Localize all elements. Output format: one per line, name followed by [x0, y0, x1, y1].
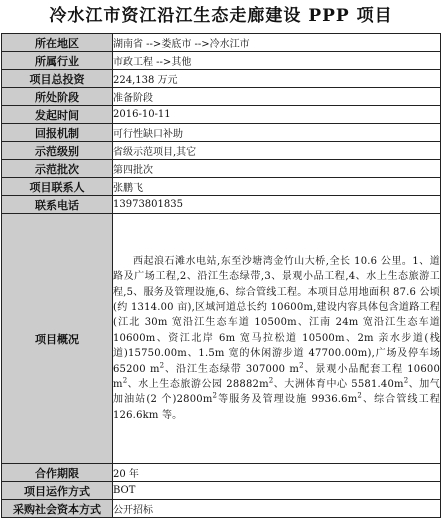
value-launch-time: 2016-10-11: [113, 106, 441, 124]
value-industry: 市政工程 -->其他: [113, 52, 441, 70]
row-return-mechanism: [2, 124, 441, 142]
row-overview: [2, 214, 441, 464]
row-region: [2, 34, 441, 52]
overview-text-5: 、水上生态旅游公园 28882m: [127, 379, 269, 391]
overview-text-2: 1、道路及广场工程,2、沿江生态绿带,3、景观小品工程,4、水上生态旅游工程,5、服务及管理设施,6、综合管线工程。本项目总用地面积 87.6 公顷(约 1314.00 亩),区域河道总长约 10600m,建设内容具体包含道路工程(江北 30m 宽沿江生态车道 10500m、江南 24m 宽沿江生态车道 10600m、资江北岸 6m 宽马拉松道 10500m、2m 亲水步道(栈道)15750.00m、1.5m 宽的休闲游步道 47700.00m),广场及停车场 65200 m: [113, 255, 440, 375]
overview-text-7: 、加气加油站(2 个)2800m: [113, 379, 440, 406]
overview-text-8: 等服务及管理设施 9936.6m: [217, 394, 358, 406]
value-stage: 准备阶段: [113, 88, 441, 106]
row-procurement-method: [2, 500, 441, 518]
label-cooperation-period: 合作期限: [2, 464, 113, 482]
label-demo-level: 示范级别: [2, 142, 113, 160]
label-stage: 所处阶段: [2, 88, 113, 106]
overview-text-1: 西起浪石滩水电站,东至沙塘湾金竹山大桥,全长 10.6 公里。: [133, 255, 413, 267]
overview-sup: 2: [159, 361, 165, 370]
row-demo-batch: [2, 160, 441, 178]
label-return-mechanism: 回报机制: [2, 124, 113, 142]
overview-sup: 2: [122, 376, 128, 385]
row-investment: [2, 70, 441, 88]
overview-text-4: 、景观小品配套工程 10600 m: [113, 363, 441, 391]
row-industry: [2, 52, 441, 70]
document-title: 冷水江市资江沿江生态走廊建设 PPP 项目: [49, 6, 393, 26]
label-contact: 项目联系人: [2, 178, 113, 196]
value-contact: 张鹏飞: [113, 178, 441, 196]
row-operation-mode: [2, 482, 441, 500]
value-region: 湖南省 -->娄底市 -->冷水江市: [113, 34, 441, 52]
row-contact: [2, 178, 441, 196]
value-procurement-method: 公开招标: [113, 500, 441, 518]
overview-sup: 2: [357, 392, 363, 401]
value-demo-level: 省级示范项目,其它: [113, 142, 441, 160]
value-investment: 224,138 万元: [113, 70, 441, 88]
overview-sup: 2: [299, 361, 304, 370]
overview-text-3: 、沿江生态绿带 307000 m: [164, 363, 300, 375]
label-investment: 项目总投资: [2, 70, 113, 88]
project-info-table: [1, 33, 441, 518]
value-demo-batch: 第四批次: [113, 160, 441, 178]
label-operation-mode: 项目运作方式: [2, 482, 113, 500]
label-industry: 所属行业: [2, 52, 113, 70]
label-demo-batch: 示范批次: [2, 160, 113, 178]
overview-text-6: 、大洲体育中心 5581.40m: [273, 379, 404, 391]
label-region: 所在地区: [2, 34, 113, 52]
value-operation-mode: BOT: [113, 482, 441, 500]
value-overview: [113, 214, 441, 464]
row-launch-time: [2, 106, 441, 124]
value-return-mechanism: 可行性缺口补助: [113, 124, 441, 142]
row-stage: [2, 88, 441, 106]
row-cooperation-period: [2, 464, 441, 482]
label-launch-time: 发起时间: [2, 106, 113, 124]
overview-sup: 2: [212, 392, 218, 401]
label-phone: 联系电话: [2, 196, 113, 214]
overview-sup: 2: [403, 376, 409, 385]
label-overview: 项目概况: [2, 214, 113, 464]
overview-sup: 2: [268, 376, 274, 385]
value-phone: 13973801835: [113, 196, 441, 214]
row-phone: [2, 196, 441, 214]
label-procurement-method: 采购社会资本方式: [2, 500, 113, 518]
value-cooperation-period: 20 年: [113, 464, 441, 482]
overview-text-9: 、综合管线工程 126.6km 等。: [113, 394, 440, 421]
row-demo-level: [2, 142, 441, 160]
